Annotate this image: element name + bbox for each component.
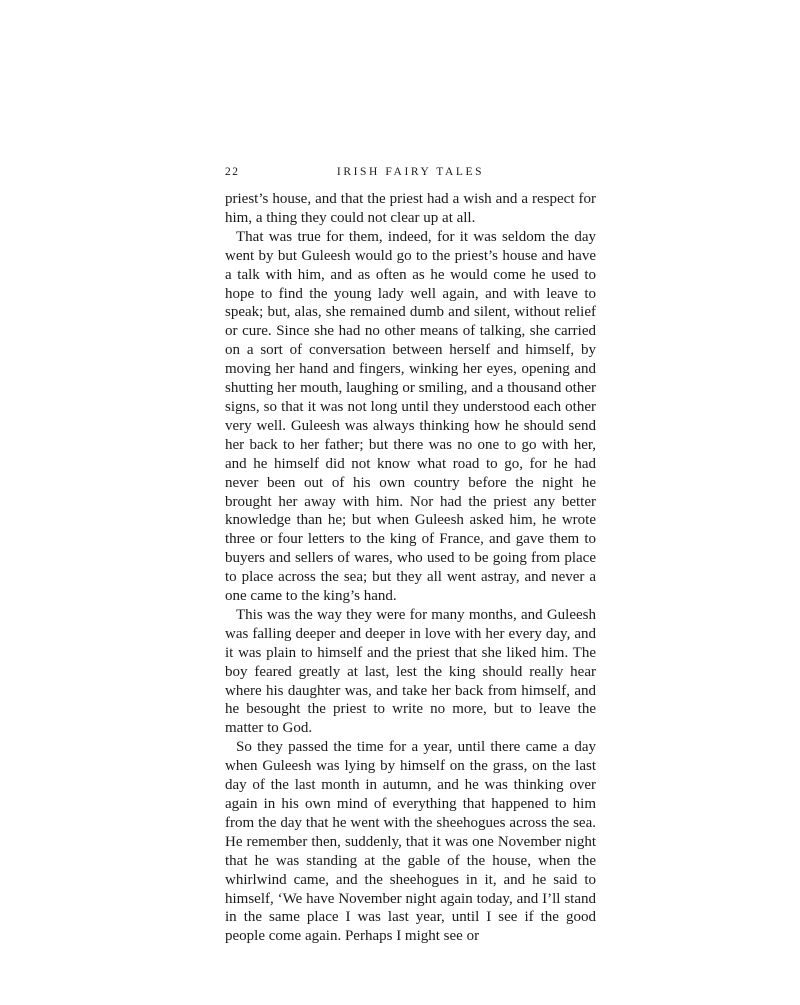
- book-title: IRISH FAIRY TALES: [336, 166, 485, 178]
- body-text: [225, 190, 596, 946]
- running-head: [225, 166, 596, 182]
- paragraph: That was true for them, indeed, for it was seldom the day went by but Guleesh would go to the priest’s house and have a talk with him, and as often as he would come he used to hope to find the young lady well again, and with leave to speak; but, alas, she remained dumb and silent, without relief or cure. Since she had no other means of talking, she carried on a sort of conversation between herself and himself, by moving her hand and fingers, winking her eyes, opening and shutting her mouth, laughing or smiling, and a thousand other signs, so that it was not long until they understood each other very well. Guleesh was always thinking how he should send her back to her father; but there was no one to go with her, and he himself did not know what road to go, for he had never been out of his own country before the night he brought her away with him. Nor had the priest any better knowledge than he; but when Guleesh asked him, he wrote three or four letters to the king of France, and gave them to buyers and sellers of wares, who used to be going from place to place across the sea; but they all went astray, and never a one came to the king’s hand.: [225, 228, 596, 605]
- page-number: 22: [225, 166, 240, 178]
- paragraph-continued: priest’s house, and that the priest had a wish and a respect for him, a thing they could not clear up at all.: [225, 191, 596, 226]
- paragraph: This was the way they were for many months, and Guleesh was falling deeper and deeper in love with her every day, and it was plain to himself and the priest that she liked him. The boy feared greatly at last, lest the king should really hear where his daughter was, and take her back from himself, and he besought the priest to write no more, but to leave the matter to God.: [225, 606, 596, 737]
- paragraph: So they passed the time for a year, until there came a day when Guleesh was lying by himself on the grass, on the last day of the last month in autumn, and he was thinking over again in his own mind of everything that happened to him from the day that he went with the sheehogues across the sea. He remember then, suddenly, that it was one November night that he was standing at the gable of the house, when the whirlwind came, and the sheehogues in it, and he said to himself, ‘We have November night again today, and I’ll stand in the same place I was last year, until I see if the good people come again. Perhaps I might see or: [225, 739, 596, 945]
